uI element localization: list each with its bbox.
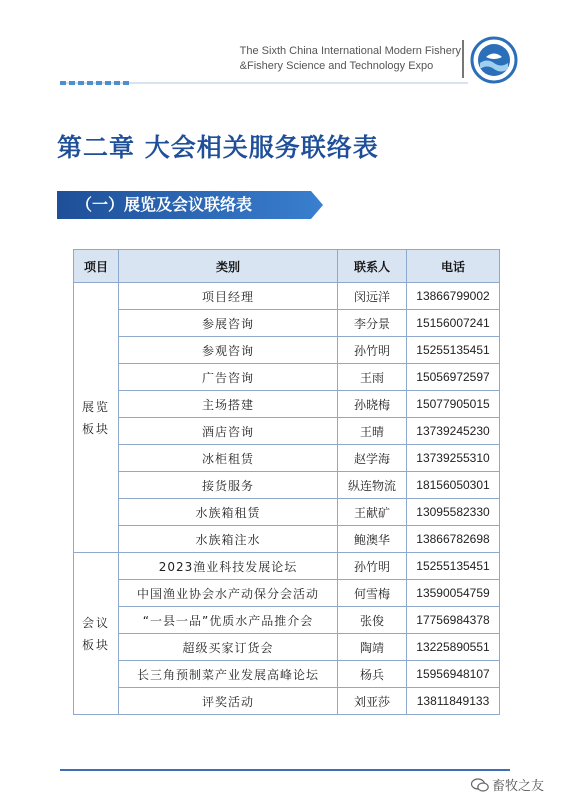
contact-cell: 张俊 [338, 607, 407, 634]
phone-cell: 13225890551 [407, 634, 500, 661]
contact-cell: 杨兵 [338, 661, 407, 688]
phone-cell: 13739255310 [407, 445, 500, 472]
table-row [74, 580, 500, 607]
phone-cell: 13095582330 [407, 499, 500, 526]
category-cell: 主场搭建 [119, 391, 338, 418]
phone-cell: 13866799002 [407, 283, 500, 310]
phone-cell: 13590054759 [407, 580, 500, 607]
group-label-line2: 板块 [81, 637, 110, 652]
category-cell: 评奖活动 [119, 688, 338, 715]
contact-cell: 王晴 [338, 418, 407, 445]
watermark-text: 畜牧之友 [492, 779, 545, 794]
table-row [74, 526, 500, 553]
header-divider [462, 40, 464, 78]
table-row [74, 688, 500, 715]
phone-cell: 15255135451 [407, 553, 500, 580]
contact-cell: 何雪梅 [338, 580, 407, 607]
phone-cell: 15056972597 [407, 364, 500, 391]
category-cell: 冰柜租赁 [119, 445, 338, 472]
category-cell: 水族箱注水 [119, 526, 338, 553]
table-row [74, 499, 500, 526]
contact-cell: 纵连物流 [338, 472, 407, 499]
group-label [74, 553, 119, 715]
column-header-contact: 联系人 [338, 250, 407, 283]
contact-cell: 闵远洋 [338, 283, 407, 310]
category-cell: “一县一品”优质水产品推介会 [119, 607, 338, 634]
section-banner [57, 191, 323, 219]
phone-cell: 13739245230 [407, 418, 500, 445]
wechat-icon [471, 778, 489, 792]
contact-cell: 孙竹明 [338, 553, 407, 580]
table-row [74, 310, 500, 337]
column-header-phone: 电话 [407, 250, 500, 283]
contact-cell: 赵学海 [338, 445, 407, 472]
table-row [74, 445, 500, 472]
table-row [74, 337, 500, 364]
category-cell: 2023渔业科技发展论坛 [119, 553, 338, 580]
table-row [74, 418, 500, 445]
table-row [74, 607, 500, 634]
category-cell: 项目经理 [119, 283, 338, 310]
expo-name-line1: The Sixth China International Modern Fishery [239, 45, 461, 57]
contact-cell: 鲍澳华 [338, 526, 407, 553]
expo-name [240, 44, 461, 74]
section-title: （一）展览及会议联络表 [76, 195, 253, 214]
category-cell: 酒店咨询 [119, 418, 338, 445]
phone-cell: 18156050301 [407, 472, 500, 499]
phone-cell: 17756984378 [407, 607, 500, 634]
contact-table [73, 249, 500, 715]
chapter-title: 第二章 大会相关服务联络表 [57, 133, 379, 162]
category-cell: 广告咨询 [119, 364, 338, 391]
category-cell: 参观咨询 [119, 337, 338, 364]
phone-cell: 15255135451 [407, 337, 500, 364]
expo-name-line2: &Fishery Science and Technology Expo [239, 60, 434, 72]
category-cell: 中国渔业协会水产动保分会活动 [119, 580, 338, 607]
phone-cell: 15077905015 [407, 391, 500, 418]
header-dashes [60, 81, 130, 85]
table-header-row [74, 250, 500, 283]
category-cell: 超级买家订货会 [119, 634, 338, 661]
category-cell: 参展咨询 [119, 310, 338, 337]
table-row [74, 283, 500, 310]
contact-cell: 刘亚莎 [338, 688, 407, 715]
category-cell: 水族箱租赁 [119, 499, 338, 526]
group-label [74, 283, 119, 553]
table-body [74, 283, 500, 715]
category-cell: 长三角预制菜产业发展高峰论坛 [119, 661, 338, 688]
footer-rule [60, 769, 510, 771]
contact-cell: 陶靖 [338, 634, 407, 661]
group-label-line1: 展览 [81, 399, 110, 414]
column-header-category: 类别 [119, 250, 338, 283]
phone-cell: 15956948107 [407, 661, 500, 688]
table-row [74, 472, 500, 499]
table-row [74, 634, 500, 661]
table-row [74, 364, 500, 391]
phone-cell: 15156007241 [407, 310, 500, 337]
watermark [471, 775, 544, 794]
phone-cell: 13866782698 [407, 526, 500, 553]
category-cell: 接货服务 [119, 472, 338, 499]
column-header-project: 项目 [74, 250, 119, 283]
contact-cell: 李分景 [338, 310, 407, 337]
contact-cell: 王献矿 [338, 499, 407, 526]
table-row [74, 553, 500, 580]
phone-cell: 13811849133 [407, 688, 500, 715]
group-label-line2: 板块 [81, 421, 110, 436]
table-row [74, 661, 500, 688]
expo-emblem-icon [470, 36, 518, 84]
contact-cell: 孙晓梅 [338, 391, 407, 418]
contact-cell: 王雨 [338, 364, 407, 391]
table-row [74, 391, 500, 418]
contact-cell: 孙竹明 [338, 337, 407, 364]
group-label-line1: 会议 [81, 615, 110, 630]
